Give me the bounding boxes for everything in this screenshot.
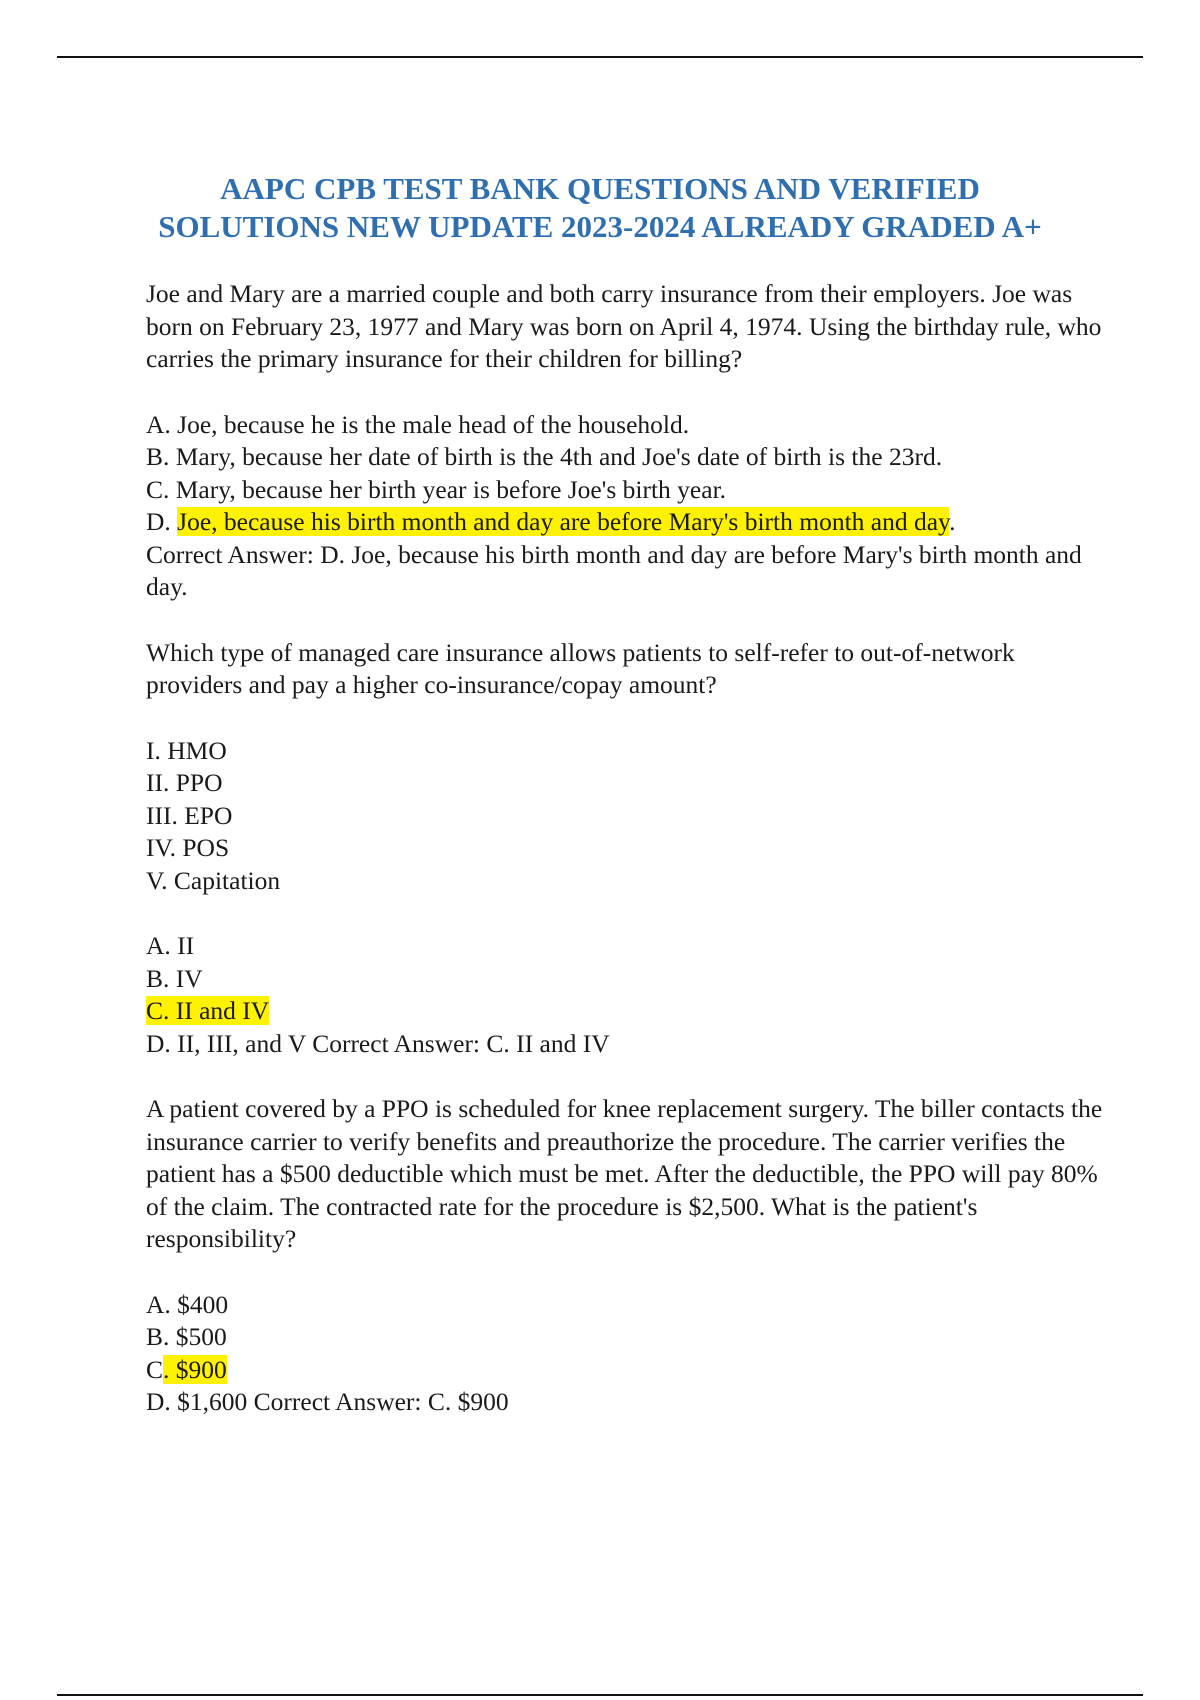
q2-option-d: [146, 1028, 1106, 1061]
q3-option-c-highlight: . $900: [163, 1354, 227, 1384]
q1-option-d-prefix: D.: [146, 507, 178, 536]
q1-option-d-highlight: Joe, because his birth month and day are before Mary's birth month and day: [177, 507, 950, 536]
q3-option-b: B. $500: [146, 1322, 227, 1351]
q3-option-c: [146, 1354, 1106, 1387]
question-2-options: [146, 930, 1106, 1060]
question-1-text: Joe and Mary are a married couple and both carry insurance from their employers. Joe was born on February 23, 1977 and Mary was born on April 4, 1974. Using the birthday rule, who carries the primary insurance for their children for billing?: [146, 279, 1102, 373]
q3-option-c-prefix: C: [146, 1354, 164, 1384]
q2-correct-answer: Correct Answer: C. II and IV: [305, 1028, 610, 1058]
title-line-2: SOLUTIONS NEW UPDATE 2023-2024 ALREADY GRADED A+: [158, 209, 1042, 244]
q2-option-d-text: D. II, III, and V: [146, 1028, 306, 1058]
q2-item-2: II. PPO: [146, 768, 223, 797]
question-3-options: [146, 1289, 1106, 1419]
bottom-rule: [57, 1694, 1143, 1696]
q3-option-d-text: D. $1,600: [146, 1387, 248, 1416]
q2-item-1: I. HMO: [146, 735, 227, 765]
q1-option-a: A. Joe, because he is the male head of the household.: [146, 409, 690, 439]
question-2-text: Which type of managed care insurance allows patients to self-refer to out-of-network providers and pay a higher co-insurance/copay amount?: [146, 637, 1015, 699]
document-title: [100, 170, 1100, 246]
q2-option-c-highlight: C. II and IV: [146, 996, 270, 1025]
q3-option-a: A. $400: [146, 1289, 229, 1319]
q1-option-b: B. Mary, because her date of birth is the 4th and Joe's date of birth is the 23rd.: [146, 442, 943, 471]
q1-option-d-suffix: .: [949, 507, 956, 536]
q3-option-d: [146, 1386, 1106, 1419]
q2-option-c: [146, 995, 1106, 1028]
q2-items-list: [146, 735, 1106, 898]
q2-item-4: IV. POS: [146, 833, 230, 862]
q1-option-c: C. Mary, because her birth year is before Joe's birth year.: [146, 474, 727, 504]
q2-item-3: III. EPO: [146, 800, 233, 830]
q2-option-b: B. IV: [146, 963, 203, 993]
question-3-text: A patient covered by a PPO is scheduled for knee replacement surgery. The biller contacts the insurance carrier to verify benefits and preauthorize the procedure. The carrier verifies the patient has a $500 deductible which must be met. After the deductible, the PPO will pay 80% of the claim. The contracted rate for the procedure is $2,500. What is the patient's responsibility?: [146, 1094, 1103, 1253]
question-1-options: [146, 409, 1106, 604]
q3-correct-answer: Correct Answer: C. $900: [247, 1387, 509, 1416]
document-body: [146, 278, 1106, 1452]
top-rule: [57, 56, 1143, 58]
q2-option-a: A. II: [146, 931, 195, 960]
q1-option-d: [146, 506, 1106, 539]
title-line-1: AAPC CPB TEST BANK QUESTIONS AND VERIFIED: [220, 171, 980, 206]
q1-correct-answer: Correct Answer: D. Joe, because his birth month and day are before Mary's birth month and day.: [146, 539, 1082, 601]
q2-item-5: V. Capitation: [146, 865, 281, 895]
